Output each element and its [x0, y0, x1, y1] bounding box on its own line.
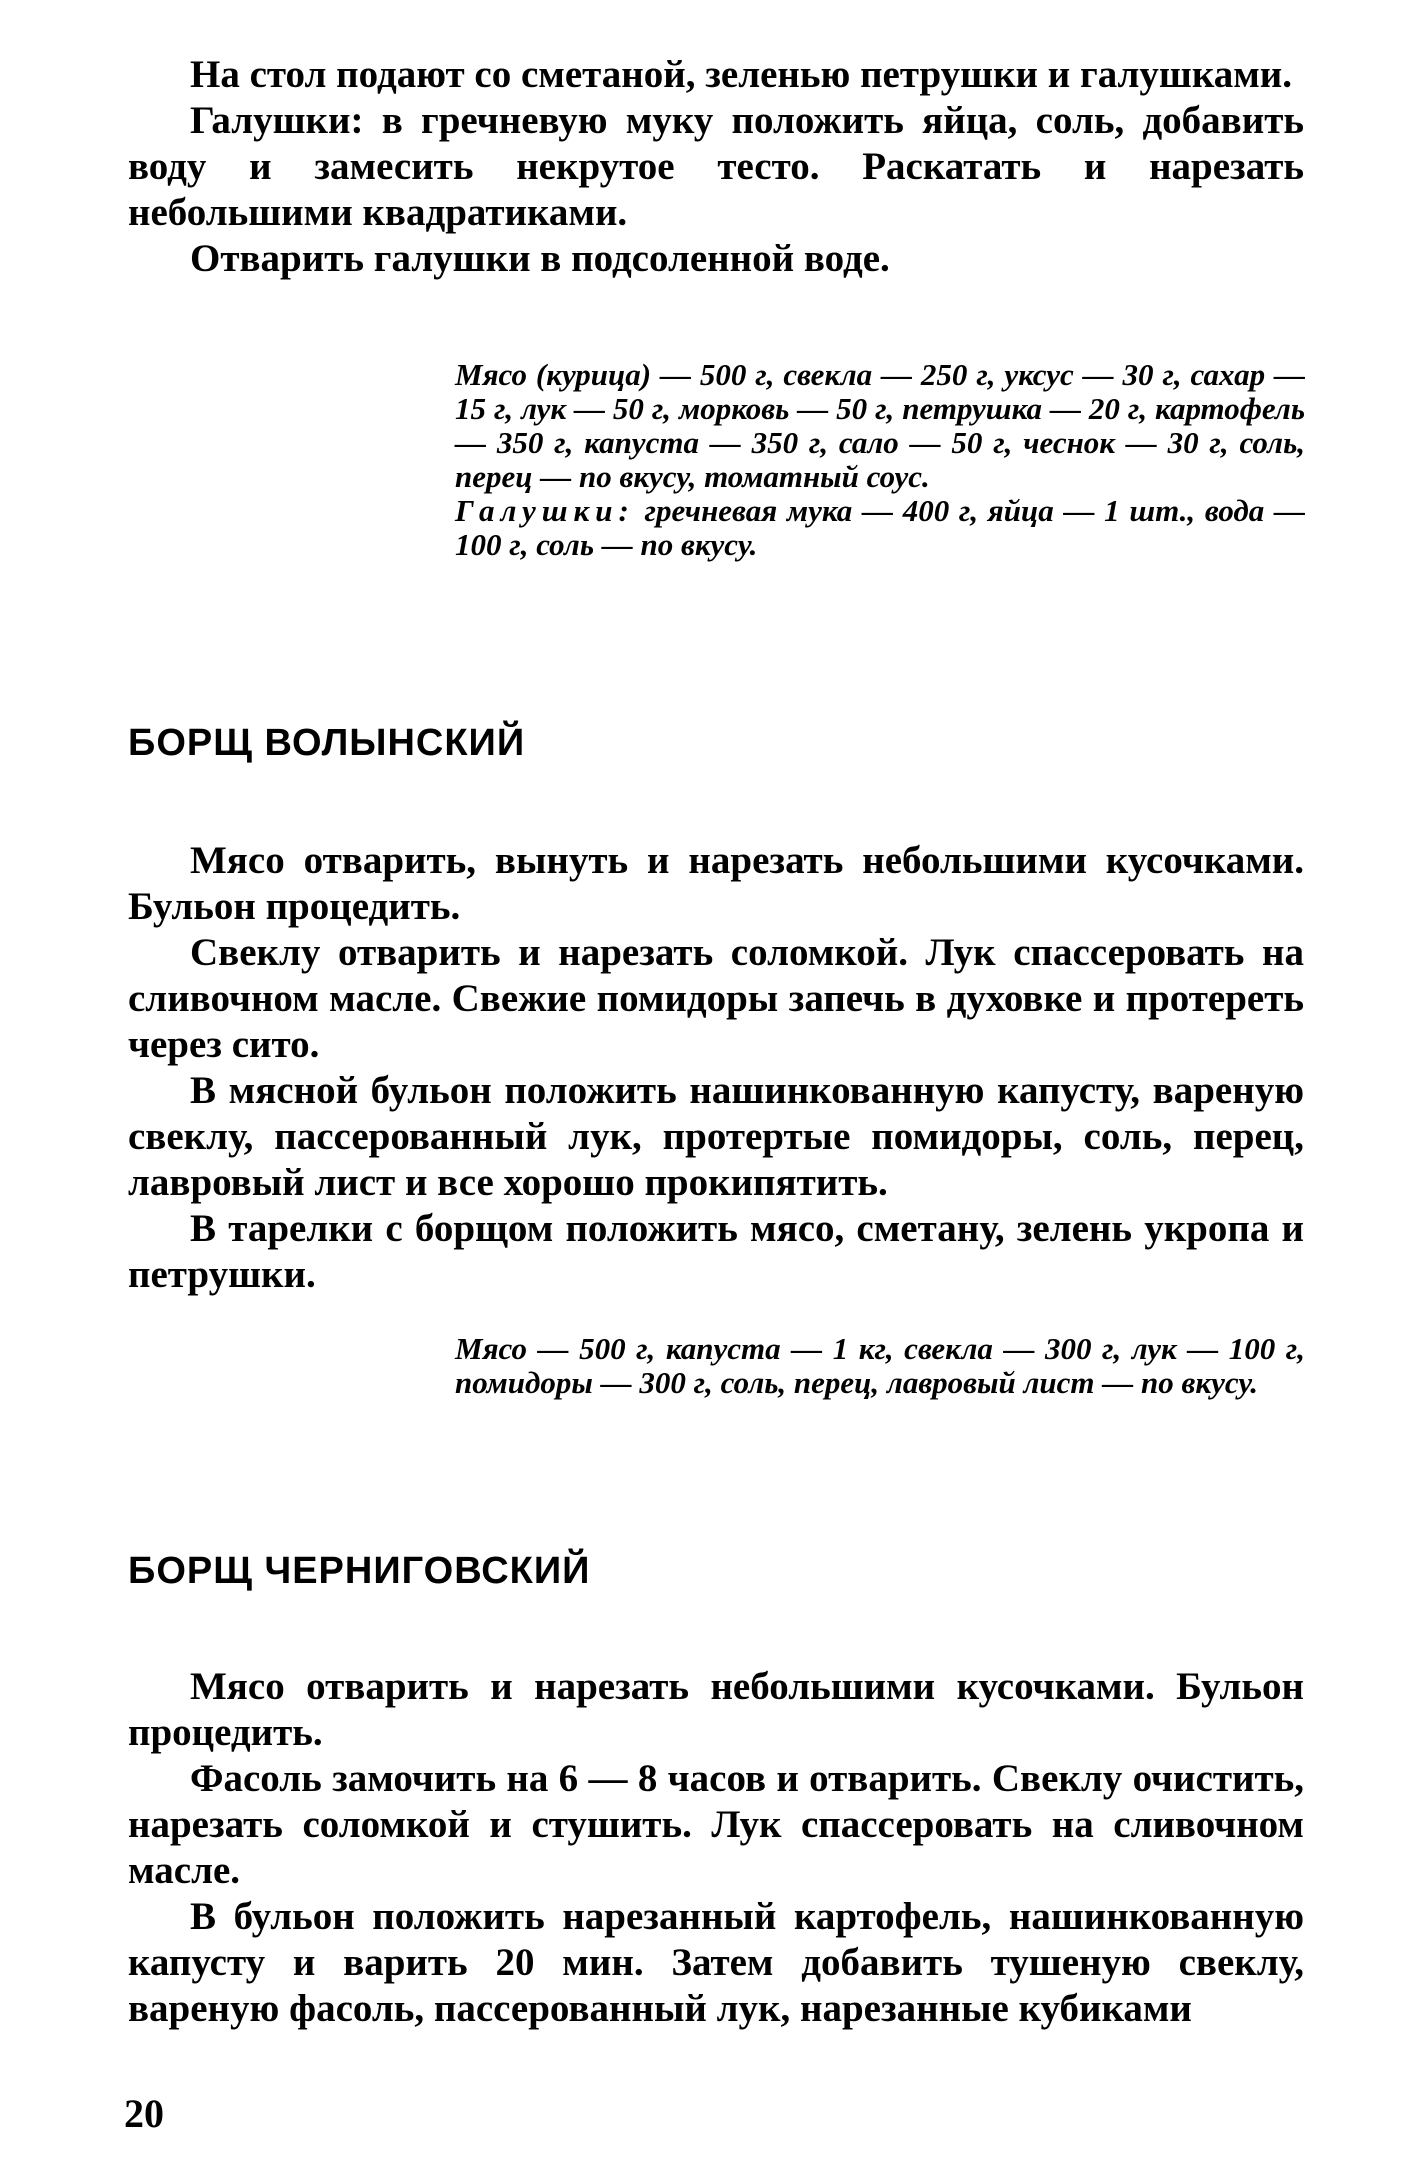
paragraph: Фасоль замочить на 6 — 8 часов и отварить. Свеклу очистить, нарезать соломкой и стушить. Лук спассеровать на сливочном масле.: [128, 1757, 1304, 1892]
paragraph: В бульон положить нарезанный картофель, нашинкованную капусту и варить 20 мин. Затем добавить тушеную свеклу, вареную фасоль, пассерованный лук, нарезанные кубиками: [128, 1895, 1304, 2030]
paragraph: В мясной бульон положить нашинкованную капусту, вареную свеклу, пассерованный лук, протертые помидоры, соль, перец, лавровый лист и все хорошо прокипятить.: [128, 1069, 1304, 1204]
page-number: 20: [124, 2091, 164, 2136]
paragraph: Мясо отварить и нарезать небольшими кусочками. Бульон процедить.: [128, 1665, 1304, 1754]
section-title: БОРЩ ЧЕРНИГОВСКИЙ: [128, 1550, 591, 1592]
ingredients-list: Мясо (курица) — 500 г, свекла — 250 г, уксус — 30 г, сахар — 15 г, лук — 50 г, морковь — 50 г, петрушка — 20 г, картофель — 350 г, капуста — 350 г, сало — 50 г, чеснок — 30 г, соль, перец — по вкусу, томатный соус.: [455, 357, 1305, 494]
paragraph: Мясо отварить, вынуть и нарезать небольшими кусочками. Бульон процедить.: [128, 839, 1304, 928]
volyn-ingredients: [455, 1332, 1305, 1400]
section-title: БОРЩ ВОЛЫНСКИЙ: [128, 722, 526, 764]
volyn-text: [128, 838, 1304, 1298]
intro-ingredients: [455, 358, 1305, 562]
dumplings-label: Галушки:: [455, 493, 635, 528]
intro-text: [128, 52, 1304, 282]
paragraph: В тарелки с борщом положить мясо, сметану, зелень укропа и петрушки.: [128, 1207, 1304, 1296]
paragraph: Свеклу отварить и нарезать соломкой. Лук спассеровать на сливочном масле. Свежие помидоры запечь в духовке и протереть через сито.: [128, 931, 1304, 1066]
dumplings-ingredients: гречневая мука — 400 г, яйца — 1 шт., вода — 100 г, соль — по вкусу.: [455, 493, 1305, 562]
chernigov-text: [128, 1664, 1304, 2032]
paragraph: Отварить галушки в подсоленной воде.: [190, 237, 890, 280]
paragraph: На стол подают со сметаной, зеленью петрушки и галушками.: [190, 53, 1293, 96]
ingredients-list: Мясо — 500 г, капуста — 1 кг, свекла — 300 г, лук — 100 г, помидоры — 300 г, соль, перец, лавровый лист — по вкусу.: [455, 1331, 1305, 1400]
paragraph: Галушки: в гречневую муку положить яйца, соль, добавить воду и замесить некрутое тесто. Раскатать и нарезать небольшими квадратиками.: [128, 99, 1304, 234]
